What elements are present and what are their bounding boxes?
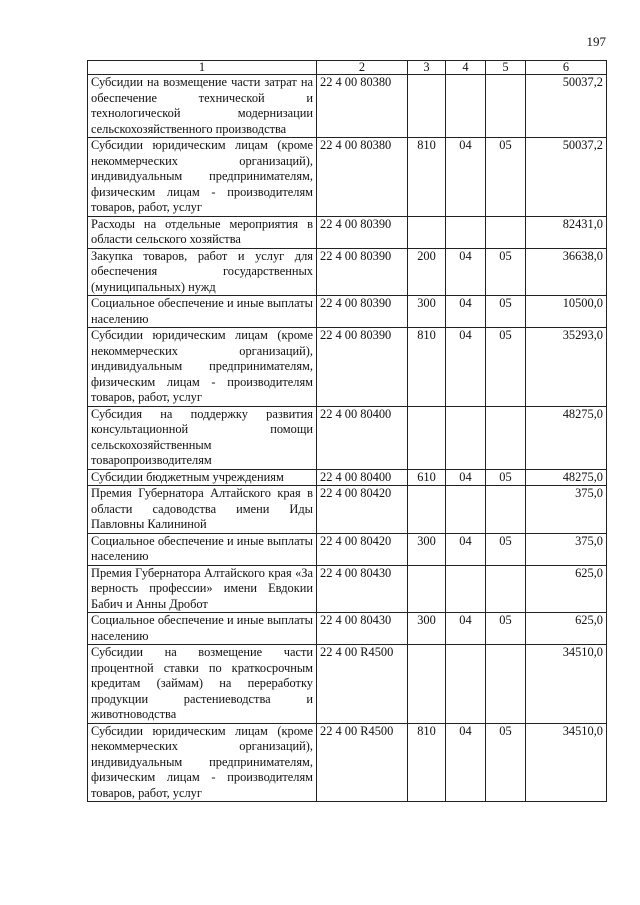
row-name-cell: Субсидии юридическим лицам (кроме некоммерческих организаций), индивидуальным предпринимателям, физическим лицам - производителям товаров, работ, услуг	[88, 138, 317, 217]
row-name-cell: Социальное обеспечение и иные выплаты населению	[88, 613, 317, 645]
table-row	[88, 613, 607, 645]
column-header-5: 5	[486, 61, 526, 75]
row-code-cell: 22 4 00 80420	[317, 486, 408, 534]
row-col5-cell: 05	[486, 723, 526, 802]
column-header-2: 2	[317, 61, 408, 75]
row-col4-cell	[446, 565, 486, 613]
row-code-cell: 22 4 00 80420	[317, 533, 408, 565]
row-col3-cell: 810	[408, 723, 446, 802]
row-col4-cell	[446, 216, 486, 248]
row-sum-cell: 10500,0	[526, 296, 607, 328]
row-col3-cell: 300	[408, 533, 446, 565]
row-code-cell: 22 4 00 80390	[317, 328, 408, 407]
row-sum-cell: 50037,2	[526, 75, 607, 138]
row-code-cell: 22 4 00 80380	[317, 138, 408, 217]
table-row	[88, 328, 607, 407]
row-col5-cell	[486, 486, 526, 534]
row-code-cell: 22 4 00 80390	[317, 216, 408, 248]
row-name-cell: Премия Губернатора Алтайского края в области садоводства имени Иды Павловны Калининой	[88, 486, 317, 534]
row-code-cell: 22 4 00 80400	[317, 469, 408, 486]
column-header-4: 4	[446, 61, 486, 75]
row-sum-cell: 36638,0	[526, 248, 607, 296]
page-number: 197	[586, 34, 606, 49]
row-col3-cell	[408, 486, 446, 534]
row-sum-cell: 82431,0	[526, 216, 607, 248]
column-header-6: 6	[526, 61, 607, 75]
table-row	[88, 75, 607, 138]
row-code-cell: 22 4 00 80430	[317, 565, 408, 613]
row-col4-cell: 04	[446, 248, 486, 296]
row-name-cell: Социальное обеспечение и иные выплаты населению	[88, 296, 317, 328]
table-row	[88, 296, 607, 328]
row-sum-cell: 50037,2	[526, 138, 607, 217]
row-sum-cell: 625,0	[526, 613, 607, 645]
table-body	[88, 75, 607, 802]
row-col4-cell: 04	[446, 723, 486, 802]
row-col5-cell	[486, 645, 526, 724]
row-col4-cell	[446, 645, 486, 724]
row-col3-cell	[408, 75, 446, 138]
column-header-1: 1	[88, 61, 317, 75]
row-col4-cell: 04	[446, 613, 486, 645]
row-name-cell: Субсидии на возмещение части затрат на обеспечение технической и технологической модернизации сельскохозяйственного производства	[88, 75, 317, 138]
row-name-cell: Премия Губернатора Алтайского края «За верность профессии» имени Евдокии Бабич и Анны Дробот	[88, 565, 317, 613]
row-col5-cell: 05	[486, 328, 526, 407]
row-col3-cell: 810	[408, 328, 446, 407]
row-col3-cell: 610	[408, 469, 446, 486]
row-name-cell: Социальное обеспечение и иные выплаты населению	[88, 533, 317, 565]
row-col3-cell	[408, 645, 446, 724]
table-row	[88, 565, 607, 613]
row-code-cell: 22 4 00 R4500	[317, 645, 408, 724]
row-col5-cell	[486, 216, 526, 248]
row-sum-cell: 48275,0	[526, 469, 607, 486]
row-code-cell: 22 4 00 80400	[317, 406, 408, 469]
row-col4-cell: 04	[446, 533, 486, 565]
row-name-cell: Субсидии юридическим лицам (кроме некоммерческих организаций), индивидуальным предпринимателям, физическим лицам - производителям товаров, работ, услуг	[88, 328, 317, 407]
table-row	[88, 406, 607, 469]
table-row	[88, 533, 607, 565]
row-col3-cell: 200	[408, 248, 446, 296]
row-col3-cell	[408, 565, 446, 613]
row-col4-cell	[446, 406, 486, 469]
row-col5-cell: 05	[486, 533, 526, 565]
row-col5-cell: 05	[486, 138, 526, 217]
row-sum-cell: 375,0	[526, 486, 607, 534]
row-col5-cell: 05	[486, 469, 526, 486]
table-row	[88, 645, 607, 724]
row-code-cell: 22 4 00 R4500	[317, 723, 408, 802]
row-col4-cell: 04	[446, 138, 486, 217]
row-name-cell: Субсидии бюджетным учреждениям	[88, 469, 317, 486]
table-row	[88, 723, 607, 802]
row-col5-cell: 05	[486, 296, 526, 328]
row-col3-cell: 810	[408, 138, 446, 217]
row-col5-cell: 05	[486, 613, 526, 645]
row-sum-cell: 34510,0	[526, 645, 607, 724]
row-col3-cell: 300	[408, 613, 446, 645]
row-sum-cell: 48275,0	[526, 406, 607, 469]
row-col3-cell	[408, 406, 446, 469]
row-col5-cell	[486, 406, 526, 469]
row-sum-cell: 375,0	[526, 533, 607, 565]
row-col4-cell	[446, 486, 486, 534]
row-sum-cell: 35293,0	[526, 328, 607, 407]
row-col4-cell: 04	[446, 328, 486, 407]
row-sum-cell: 34510,0	[526, 723, 607, 802]
table-row	[88, 138, 607, 217]
table-row	[88, 469, 607, 486]
row-name-cell: Расходы на отдельные мероприятия в области сельского хозяйства	[88, 216, 317, 248]
row-code-cell: 22 4 00 80390	[317, 248, 408, 296]
table-row	[88, 216, 607, 248]
row-code-cell: 22 4 00 80390	[317, 296, 408, 328]
row-col4-cell: 04	[446, 296, 486, 328]
row-col3-cell	[408, 216, 446, 248]
column-header-3: 3	[408, 61, 446, 75]
row-code-cell: 22 4 00 80430	[317, 613, 408, 645]
table-row	[88, 248, 607, 296]
row-col5-cell	[486, 75, 526, 138]
row-sum-cell: 625,0	[526, 565, 607, 613]
row-col5-cell	[486, 565, 526, 613]
row-name-cell: Субсидии юридическим лицам (кроме некоммерческих организаций), индивидуальным предпринимателям, физическим лицам - производителям товаров, работ, услуг	[88, 723, 317, 802]
table-header-row	[88, 61, 607, 75]
row-col4-cell: 04	[446, 469, 486, 486]
row-name-cell: Субсидия на поддержку развития консультационной помощи сельскохозяйственным товаропроизводителям	[88, 406, 317, 469]
row-col5-cell: 05	[486, 248, 526, 296]
row-col3-cell: 300	[408, 296, 446, 328]
row-name-cell: Закупка товаров, работ и услуг для обеспечения государственных (муниципальных) нужд	[88, 248, 317, 296]
table-row	[88, 486, 607, 534]
row-col4-cell	[446, 75, 486, 138]
row-name-cell: Субсидии на возмещение части процентной ставки по краткосрочным кредитам (займам) на переработку продукции растениеводства и животноводства	[88, 645, 317, 724]
row-code-cell: 22 4 00 80380	[317, 75, 408, 138]
budget-table	[87, 60, 607, 802]
